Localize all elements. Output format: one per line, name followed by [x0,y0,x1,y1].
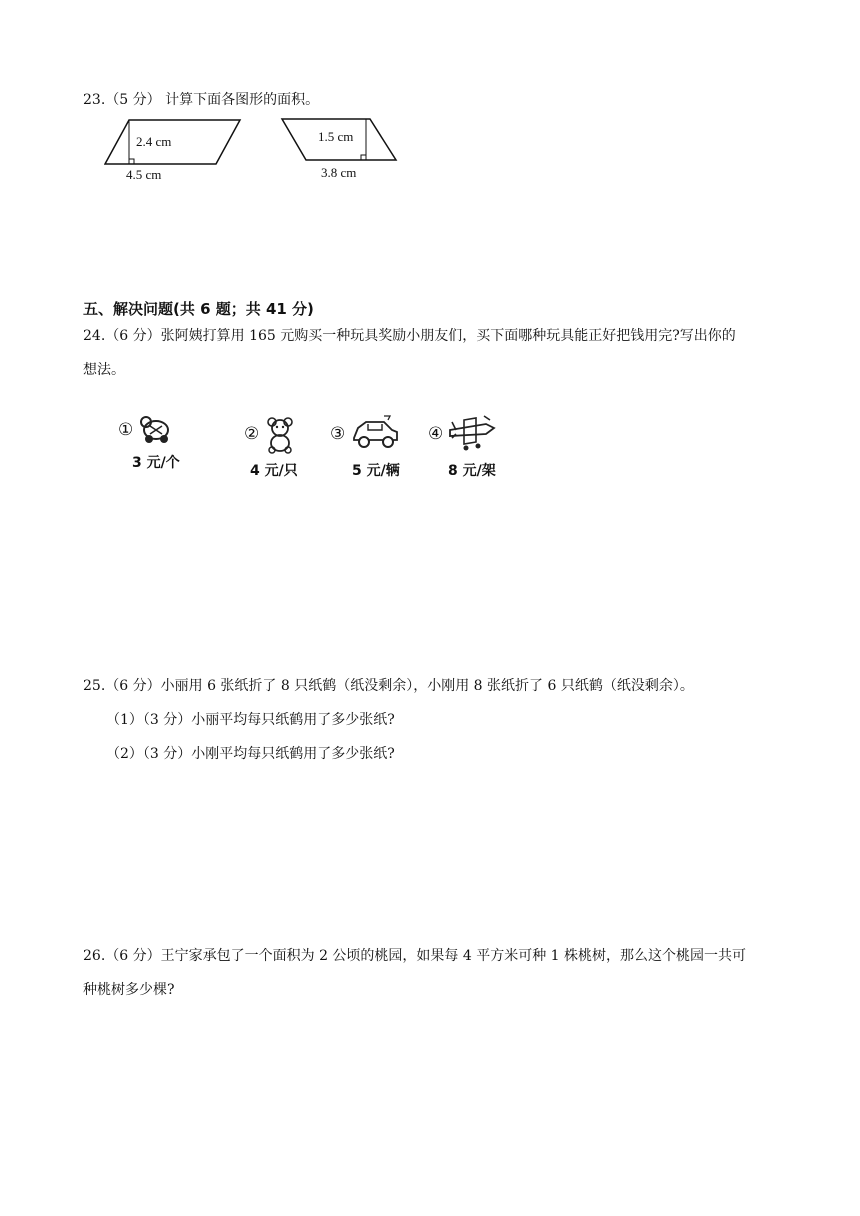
question-25-sub-2: （2）（3 分）小刚平均每只纸鹤用了多少张纸? [106,746,395,762]
parallelogram-figure-1 [104,116,244,186]
toy-1-price: 3 元/个 [132,455,180,471]
toy-plane-icon [446,412,498,452]
figure-1-base-label: 4.5 cm [126,167,162,182]
question-23-text: 23.（5 分） 计算下面各图形的面积。 [83,92,320,108]
toy-2-number: ② [244,424,260,444]
question-24-line-1: 24.（6 分）张阿姨打算用 165 元购买一种玩具奖励小朋友们，买下面哪种玩具能正好把钱用完?写出你的 [83,328,736,344]
question-25-sub-1: （1）（3 分）小丽平均每只纸鹤用了多少张纸? [106,712,395,728]
toy-4-price: 8 元/架 [448,463,496,479]
question-26-line-1: 26.（6 分）王宁家承包了一个面积为 2 公顷的桃园，如果每 4 平方米可种 1 株桃树，那么这个桃园一共可 [83,948,747,964]
toy-car-icon [350,414,400,452]
toy-3-price: 5 元/辆 [352,463,400,479]
question-25-text: 25.（6 分）小丽用 6 张纸折了 8 只纸鹤（纸没剩余），小刚用 8 张纸折了 6 只纸鹤（纸没剩余）。 [83,678,694,694]
figure-2-height-label: 1.5 cm [318,129,354,144]
figure-2-base-label: 3.8 cm [321,165,357,180]
question-26-line-2: 种桃树多少棵? [83,982,175,998]
teddy-bear-icon [262,416,298,454]
section-5-title: 五、解决问题(共 6 题；共 41 分) [83,300,314,318]
toy-2-price: 4 元/只 [250,463,298,479]
toy-turtle-icon [138,412,174,446]
question-24-line-2: 想法。 [83,362,125,378]
toy-3-number: ③ [330,424,346,444]
toy-4-number: ④ [428,424,444,444]
toy-1-number: ① [118,420,134,440]
figure-1-height-label: 2.4 cm [136,134,172,149]
